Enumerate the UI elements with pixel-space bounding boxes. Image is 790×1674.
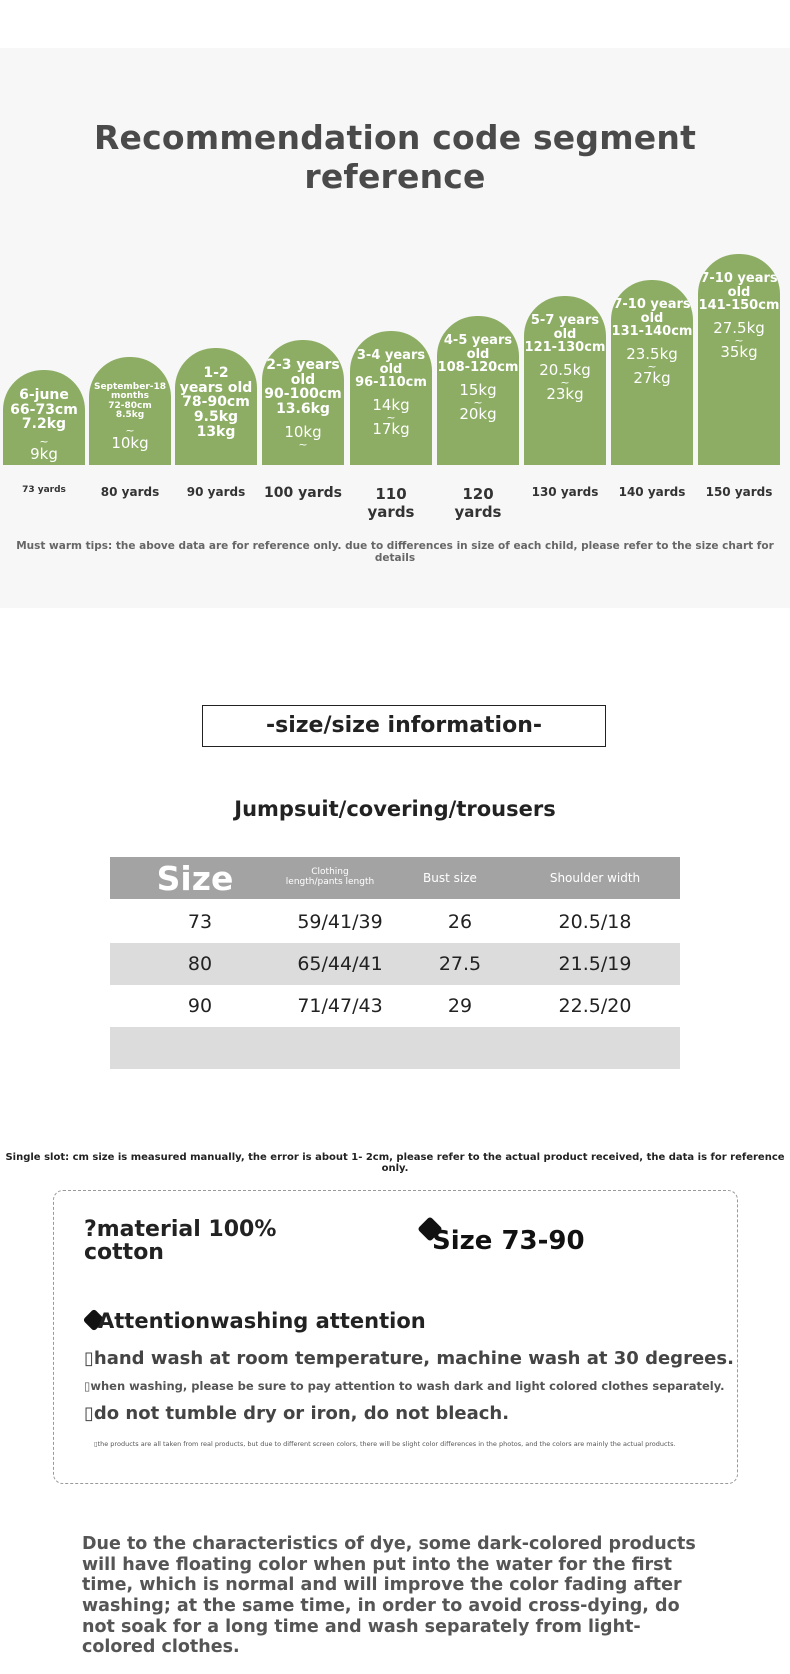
arch-tilde: ~: [560, 375, 570, 389]
arch-tilde: ~: [298, 437, 308, 451]
yard-label: 150 yards: [705, 485, 773, 499]
table-header: [110, 857, 680, 899]
care-item: ▯do not tumble dry or iron, do not bleach.: [84, 1403, 510, 1424]
yard-label: 80 yards: [100, 485, 160, 499]
arch-tilde: ~: [734, 333, 744, 347]
size-arch: [350, 331, 432, 465]
yard-label: 120 yards: [454, 485, 502, 521]
yard-label: 100 yards: [264, 485, 342, 501]
size-arch: [524, 296, 606, 465]
yard-label: 110 yards: [367, 485, 415, 521]
table-row-empty: [110, 1027, 680, 1069]
arch-label: 2-3 years old 90-100cm 13.6kg: [264, 357, 342, 418]
size-arch: [262, 340, 344, 465]
header-bust: Bust size: [423, 871, 477, 885]
arch-label: 6-june 66-73cm 7.2kg: [10, 387, 78, 433]
arch-tilde: ~: [125, 423, 135, 437]
arch-label: 4-5 years old 108-120cm: [437, 333, 519, 376]
yard-label: 140 yards: [618, 485, 686, 499]
arch-weight-min: 27.5kg: [713, 318, 765, 337]
arch-label: 3-4 years old 96-110cm: [355, 348, 427, 391]
yard-label: 90 yards: [186, 485, 246, 499]
cell-size: 73: [187, 911, 213, 933]
cell-shoulder: 22.5/20: [558, 995, 632, 1017]
care-item-small: ▯the products are all taken from real products, but due to different screen colors, there will be slight color differences in the photos, and the colors are mainly the actual products.: [94, 1440, 676, 1448]
attention-title: Attentionwashing attention: [98, 1309, 426, 1333]
cell-shoulder: 20.5/18: [558, 911, 632, 933]
size-arch: [437, 316, 519, 465]
arch-weight-min: 14kg: [372, 395, 410, 414]
table-row: [110, 985, 680, 1027]
warm-tips: Must warm tips: the above data are for reference only. due to differences in size of each child, please refer to the size chart for details: [16, 540, 774, 564]
size-arch: [611, 280, 693, 465]
cell-bust: 27.5: [438, 953, 482, 975]
cell-bust: 29: [447, 995, 473, 1017]
size-arch: [698, 254, 780, 465]
header-length: Clothing length/pants length: [285, 867, 375, 887]
cell-size: 80: [187, 953, 213, 975]
arch-weight-max: 9kg: [30, 444, 58, 463]
arch-label: 7-10 years old 131-140cm: [611, 297, 693, 340]
cell-shoulder: 21.5/19: [558, 953, 632, 975]
material-text: ?material 100% cotton: [84, 1217, 277, 1266]
arch-weight-max: 35kg: [720, 343, 758, 362]
yard-label: 73 yards: [22, 485, 66, 495]
size-range: Size 73-90: [432, 1226, 585, 1256]
size-arch: [89, 357, 171, 465]
arch-label: September-18 months 72-80cm 8.5kg: [93, 382, 167, 421]
table-row: [110, 943, 680, 985]
care-item: ▯when washing, please be sure to pay attention to wash dark and light colored clothes separately.: [84, 1379, 725, 1393]
arch-tilde: ~: [473, 395, 483, 409]
arch-weight-max: 23kg: [546, 385, 584, 404]
arch-tilde: ~: [386, 410, 396, 424]
care-item: ▯hand wash at room temperature, machine wash at 30 degrees.: [84, 1348, 734, 1369]
arch-weight-max: 20kg: [459, 405, 497, 424]
table-row: [110, 901, 680, 943]
arch-weight-max: 27kg: [633, 369, 671, 388]
arch-weight-min: 23.5kg: [626, 344, 678, 363]
size-info-heading: -size/size information-: [202, 705, 606, 747]
table-title: Jumpsuit/covering/trousers: [234, 797, 556, 821]
page-title: Recommendation code segment reference: [93, 118, 697, 196]
cell-length: 65/44/41: [297, 953, 383, 975]
arch-weight-min: 10kg: [284, 422, 322, 441]
size-arch: [3, 370, 85, 465]
measure-note: Single slot: cm size is measured manually, the error is about 1- 2cm, please refer to the actual product received, the data is for reference only.: [5, 1152, 785, 1174]
header-shoulder: Shoulder width: [549, 871, 641, 885]
dye-note: Due to the characteristics of dye, some dark-colored products will have floating color when put into the water for the first time, which is normal and will improve the color fading after washing; at the same time, in order to avoid cross-dying, do not soak for a long time and wash separately from light-colored clothes.: [82, 1534, 696, 1658]
arch-weight-min: 20.5kg: [539, 360, 591, 379]
arch-weight-min: 15kg: [459, 380, 497, 399]
cell-length: 71/47/43: [297, 995, 383, 1017]
size-table: [110, 857, 680, 1069]
cell-length: 59/41/39: [297, 911, 383, 933]
arch-weight-max: 17kg: [372, 420, 410, 439]
cell-size: 90: [187, 995, 213, 1017]
arch-weight-max: 10kg: [111, 433, 149, 452]
arch-label: 7-10 years old 141-150cm: [698, 271, 780, 314]
arch-tilde: ~: [647, 359, 657, 373]
cell-bust: 26: [447, 911, 473, 933]
arch-label: 1-2 years old 78-90cm 9.5kg 13kg: [179, 365, 253, 440]
arch-label: 5-7 years old 121-130cm: [524, 313, 606, 356]
arch-tilde: ~: [39, 435, 49, 449]
size-arch: [175, 348, 257, 465]
yard-label: 130 yards: [531, 485, 599, 499]
header-size: Size: [156, 858, 234, 898]
